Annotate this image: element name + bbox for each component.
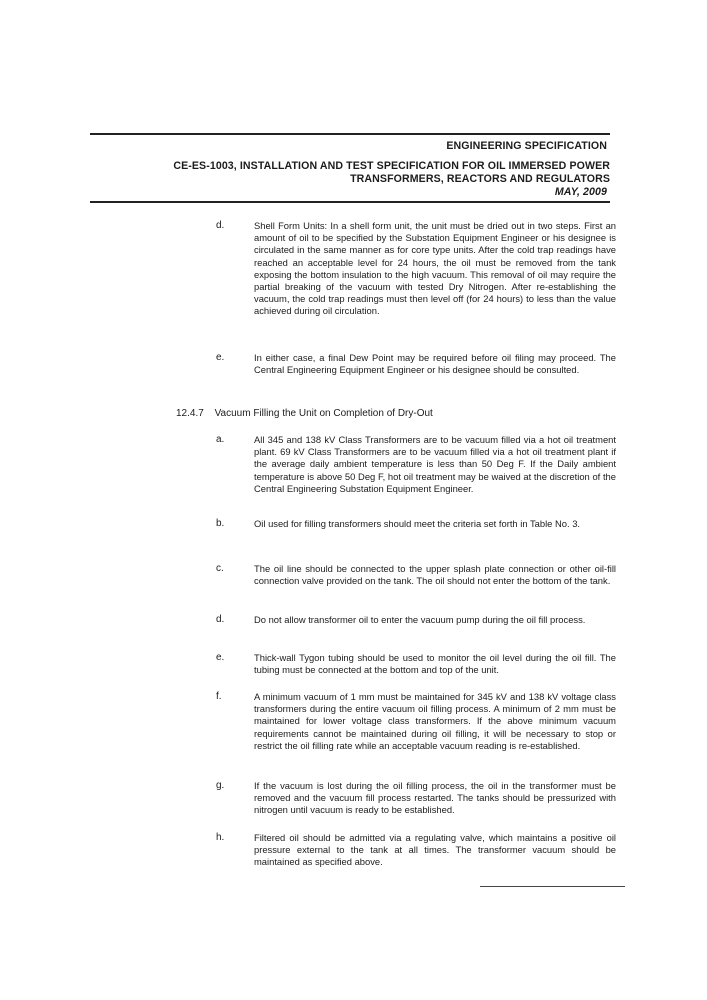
document-title-line2: TRANSFORMERS, REACTORS AND REGULATORS [350,173,610,185]
item-text: If the vacuum is lost during the oil filling process, the oil in the transformer must be removed and the vacuum fill process restarted. The tanks should be pressurized with nitrogen until vacuum is ready to be established. [254,780,616,816]
item-letter: c. [216,563,224,574]
item-text: Do not allow transformer oil to enter the vacuum pump during the oil fill process. [254,614,586,625]
section-title: Vacuum Filling the Unit on Completion of Dry-Out [214,408,433,419]
item-letter: e. [216,352,225,363]
item-letter: f. [216,691,222,702]
item-letter: e. [216,652,225,663]
item-text: The oil line should be connected to the upper splash plate connection or other oil-fill connection valve provided on the tank. The oil should not enter the bottom of the tank. [254,563,616,587]
section-heading [176,408,433,419]
item-text: Thick-wall Tygon tubing should be used to monitor the oil level during the oil fill. The tubing must be connected at the bottom and top of the unit. [254,652,616,676]
item-letter: d. [216,614,225,625]
item-text: Oil used for filling transformers should meet the criteria set forth in Table No. 3. [254,518,581,529]
document-date: MAY, 2009 [554,186,607,198]
item-text: A minimum vacuum of 1 mm must be maintained for 345 kV and 138 kV voltage class transformers during the entire vacuum oil filling process. A minimum of 2 mm must be maintained for lower voltage class transformers. If the above minimum vacuum requirements cannot be maintained during oil filling, it will be necessary to stop or restrict the oil filling rate while an acceptable vacuum reading is re-established. [254,691,616,751]
header-bottom-rule [90,201,610,203]
item-text: Shell Form Units: In a shell form unit, the unit must be dried out in two steps. First an amount of oil to be specified by the Substation Equipment Engineer or his designee is circulated in the same manner as for core type units. After the cold trap readings have reached an acceptable level for 24 hours, the oil must be removed from the tank exposing the bottom insulation to the high vacuum. This removal of oil may require the partial breaking of the vacuum with tested Dry Nitrogen. After re-establishing the vacuum, the cold trap readings must then level off (for 24 hours) to less than the value achieved during oil circulation. [254,220,616,317]
item-letter: g. [216,780,225,791]
item-text: Filtered oil should be admitted via a regulating valve, which maintains a positive oil pressure external to the tank at all times. The transformer vacuum should be maintained as specified above. [254,832,616,868]
item-text: In either case, a final Dew Point may be required before oil filing may proceed. The Central Engineering Equipment Engineer or his designee should be consulted. [254,352,616,376]
item-letter: b. [216,518,225,529]
item-letter: d. [216,220,225,231]
item-letter: a. [216,434,225,445]
footer-rule [480,886,625,887]
item-letter: h. [216,832,225,843]
document-title-line1: CE-ES-1003, INSTALLATION AND TEST SPECIFICATION FOR OIL IMMERSED POWER [173,160,610,172]
item-text: All 345 and 138 kV Class Transformers are to be vacuum filled via a hot oil treatment plant. 69 kV Class Transformers are to be vacuum filled via a hot oil treatment plant if the average daily ambient temperature is less than 50 Deg F. If the Daily ambient temperature is above 50 Deg F, hot oil treatment may be waived at the discretion of the Central Engineering Substation Equipment Engineer. [254,434,616,494]
spec-label: ENGINEERING SPECIFICATION [446,140,607,152]
section-number: 12.4.7 [176,408,204,419]
header-top-rule [90,133,610,135]
